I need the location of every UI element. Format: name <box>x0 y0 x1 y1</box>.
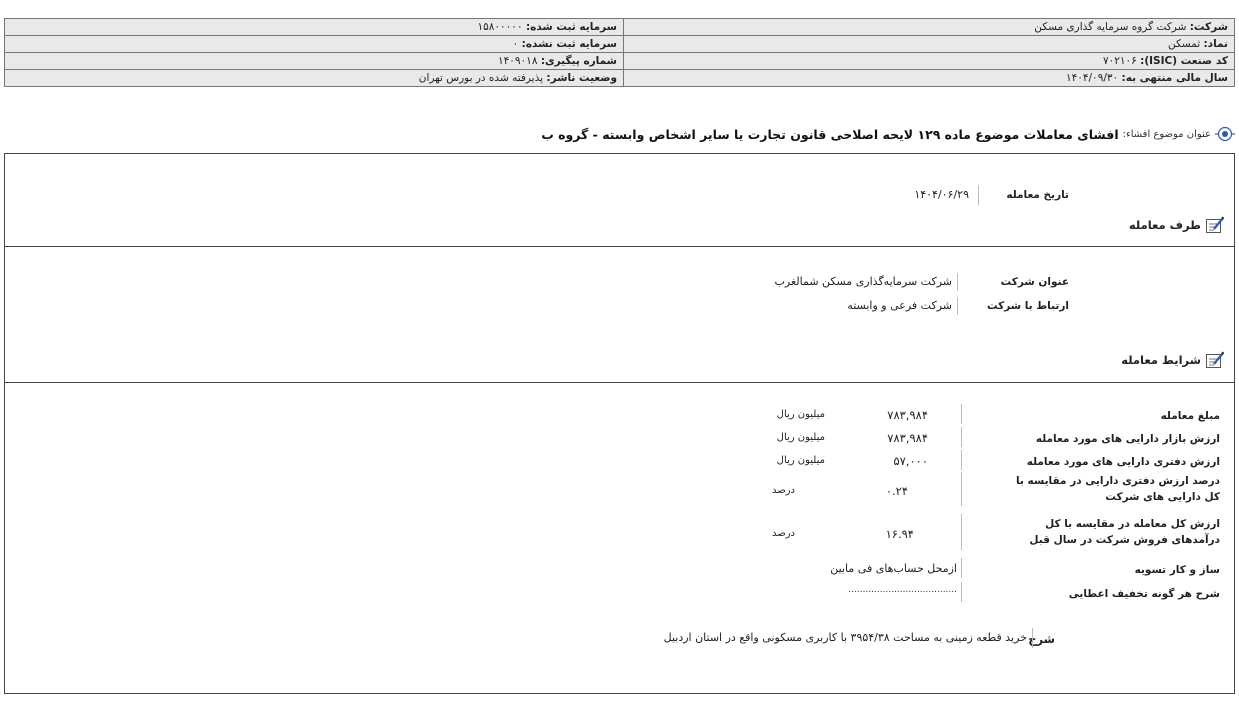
book-value-unit: میلیون ریال <box>776 455 825 466</box>
company-label: شرکت: <box>1189 21 1228 33</box>
registered-capital-label: سرمایه ثبت شده: <box>525 21 617 33</box>
symbol-label: نماد: <box>1203 38 1228 50</box>
description-label: شرح <box>1028 632 1055 646</box>
sales-pct-label: ارزش کل معامله در مقایسه با کل درآمدهای فروش شرکت در سال قبل <box>1029 518 1220 546</box>
disclosure-subject <box>541 124 1235 144</box>
discount-value: ...................................... <box>848 585 957 595</box>
settlement-value: ازمحل حساب‌های فی مابین <box>830 562 957 575</box>
field-separator <box>957 273 958 291</box>
field-separator <box>961 582 962 602</box>
symbol-value: ثمسکن <box>1167 38 1201 50</box>
amount-value: ۷۸۳,۹۸۴ <box>887 408 928 422</box>
party-relation-label: ارتباط با شرکت <box>987 300 1069 312</box>
subject-prefix: عنوان موضوع افشاء: <box>1122 128 1211 140</box>
book-pct-label: درصد ارزش دفتری دارایی در مقایسه با کل دارایی های شرکت <box>1016 475 1220 503</box>
subject-title: افشای معاملات موضوع ماده ۱۲۹ لایحه اصلاحی قانون تجارت یا سایر اشخاص وابسته - گروه ب <box>541 126 1119 142</box>
field-separator <box>1032 628 1033 648</box>
settlement-label: ساز و کار تسویه <box>1134 564 1220 576</box>
field-separator <box>961 472 962 506</box>
party-company-value: شرکت سرمایه‌گذاری مسکن شمالغرب <box>774 275 952 288</box>
isic-value: ۷۰۲۱۰۶ <box>1102 55 1137 67</box>
header-row <box>5 70 1235 87</box>
party-company-label: عنوان شرکت <box>1000 276 1069 288</box>
field-separator <box>961 404 962 424</box>
tracking-number-value: ۱۴۰۹۰۱۸ <box>497 55 538 67</box>
header-row <box>5 19 1235 36</box>
field-separator <box>961 450 962 470</box>
radio-target-icon <box>1215 124 1235 144</box>
transaction-date-value: ۱۴۰۴/۰۶/۲۹ <box>914 188 969 201</box>
conditions-section-title <box>1121 351 1225 369</box>
field-separator <box>961 427 962 447</box>
edit-document-icon <box>1205 351 1225 369</box>
market-value-label: ارزش بازار دارایی های مورد معامله <box>1035 433 1220 445</box>
isic-label: کد صنعت (ISIC): <box>1140 55 1228 67</box>
field-separator <box>957 297 958 315</box>
company-cell <box>624 19 1235 36</box>
registered-capital-value: ۱۵۸۰۰۰۰۰ <box>477 21 523 33</box>
book-value-value: ۵۷,۰۰۰ <box>893 454 928 468</box>
transaction-date-label: تاریخ معامله <box>1006 189 1069 201</box>
book-pct-value: ۰.۲۴ <box>885 484 908 498</box>
amount-unit: میلیون ریال <box>776 409 825 420</box>
registered-capital-cell <box>5 19 624 36</box>
sales-pct-unit: درصد <box>771 528 795 539</box>
party-relation-value: شرکت فرعی و وابسته <box>847 299 952 312</box>
tracking-number-cell <box>5 53 624 70</box>
tracking-number-label: شماره پیگیری: <box>540 55 617 67</box>
field-separator <box>961 558 962 578</box>
unregistered-capital-cell <box>5 36 624 53</box>
description-value: خرید قطعه زمینی به مساحت ۳۹۵۴/۳۸ با کاربری مسکونی واقع در استان اردبیل <box>663 631 1027 644</box>
section-divider <box>5 382 1234 383</box>
publisher-status-value: پذیرفته شده در بورس تهران <box>418 72 544 84</box>
market-value-unit: میلیون ریال <box>776 432 825 443</box>
header-row <box>5 53 1235 70</box>
company-value: شرکت گروه سرمایه گذاری مسکن <box>1034 21 1187 33</box>
disclosure-details-panel <box>4 153 1235 694</box>
fiscal-year-cell <box>624 70 1235 87</box>
amount-label: مبلغ معامله <box>1160 410 1220 422</box>
publisher-status-label: وضعیت ناشر: <box>546 72 617 84</box>
unregistered-capital-value: ۰ <box>512 38 519 50</box>
fiscal-year-label: سال مالی منتهی به: <box>1121 72 1228 84</box>
field-separator <box>961 514 962 550</box>
isic-cell <box>624 53 1235 70</box>
company-info-table <box>4 18 1235 87</box>
field-separator <box>978 185 979 205</box>
edit-document-icon <box>1205 216 1225 234</box>
symbol-cell <box>624 36 1235 53</box>
sales-pct-value: ۱۶.۹۴ <box>885 527 914 541</box>
discount-label: شرح هر گونه تخفیف اعطایی <box>1068 588 1220 600</box>
party-section-label: طرف معامله <box>1128 218 1201 232</box>
book-pct-unit: درصد <box>771 485 795 496</box>
market-value-value: ۷۸۳,۹۸۴ <box>887 431 928 445</box>
unregistered-capital-label: سرمایه ثبت نشده: <box>521 38 617 50</box>
publisher-status-cell <box>5 70 624 87</box>
section-divider <box>5 246 1234 247</box>
book-value-label: ارزش دفتری دارایی های مورد معامله <box>1026 456 1220 468</box>
conditions-section-label: شرایط معامله <box>1121 353 1201 367</box>
party-section-title <box>1129 216 1225 234</box>
fiscal-year-value: ۱۴۰۴/۰۹/۳۰ <box>1065 72 1119 84</box>
header-row <box>5 36 1235 53</box>
